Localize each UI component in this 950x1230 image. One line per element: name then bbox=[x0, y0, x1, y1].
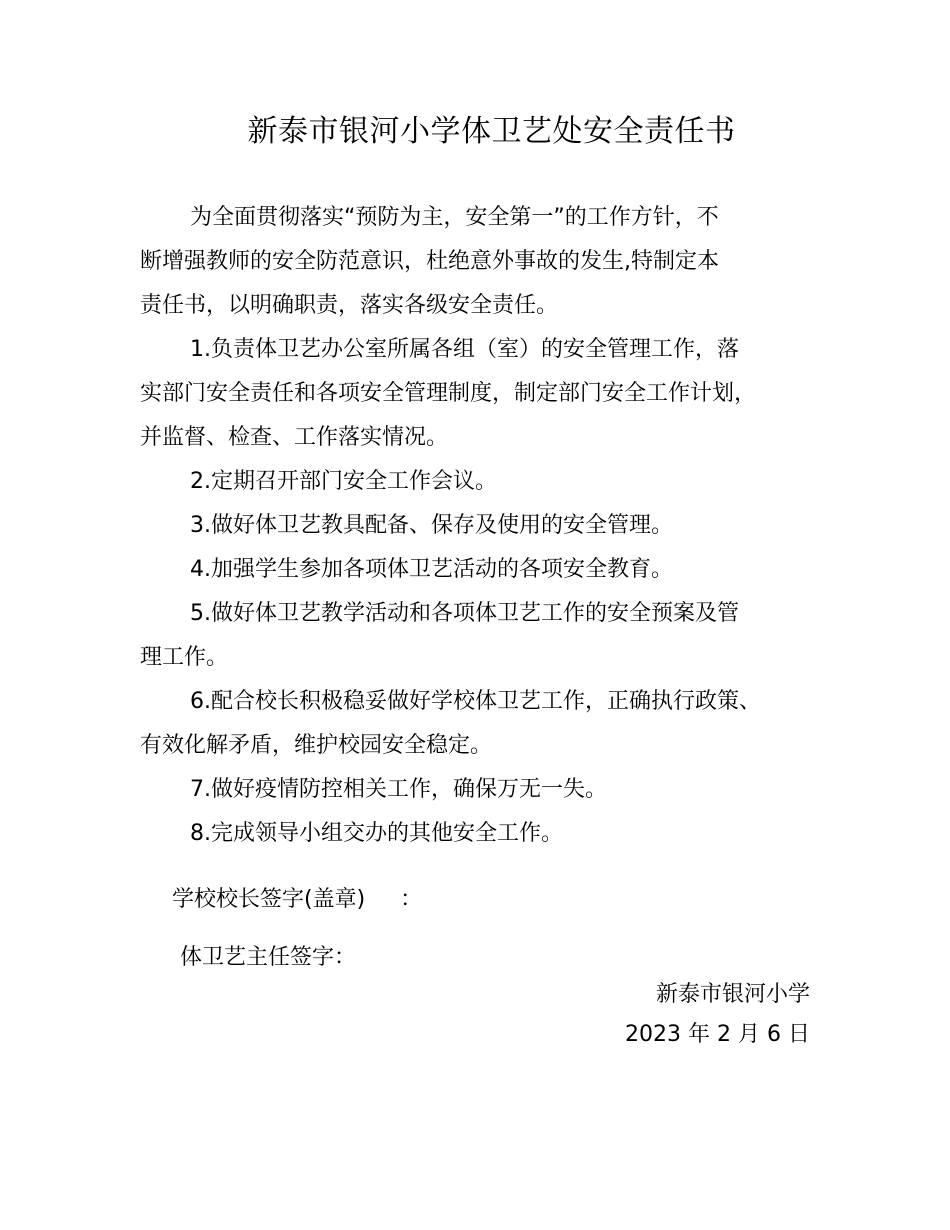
paragraph-line: 断增强教师的安全防范意识，杜绝意外事故的发生,特制定本 bbox=[140, 249, 719, 274]
duty-item-4 bbox=[140, 548, 840, 592]
paragraph-line: 责任书，以明确职责，落实各级安全责任。 bbox=[140, 293, 559, 318]
paragraph-line: 并监督、检查、工作落实情况。 bbox=[140, 425, 449, 450]
footer-school-name: 新泰市银河小学 bbox=[655, 982, 810, 1007]
duty-item-1 bbox=[140, 328, 840, 460]
paragraph-line: 6.配合校长积极稳妥做好学校体卫艺工作，正确执行政策、 bbox=[190, 689, 761, 714]
paragraph-line: 有效化解矛盾，维护校园安全稳定。 bbox=[140, 733, 493, 758]
duty-item-6 bbox=[140, 680, 840, 768]
paragraph-line: 为全面贯彻落实“预防为主，安全第一”的工作方针，不 bbox=[190, 205, 719, 230]
paragraph-line: 8.完成领导小组交办的其他安全工作。 bbox=[190, 821, 563, 846]
duty-item-5 bbox=[140, 592, 840, 680]
paragraph-line: 7.做好疫情防控相关工作，确保万无一失。 bbox=[190, 777, 607, 802]
duty-item-2 bbox=[140, 460, 840, 504]
paragraph-line: 5.做好体卫艺教学活动和各项体卫艺工作的安全预案及管 bbox=[190, 601, 739, 626]
paragraph-line: 理工作。 bbox=[140, 645, 229, 670]
duty-item-8 bbox=[140, 812, 840, 856]
document-title: 新泰市银河小学体卫艺处安全责任书 bbox=[247, 114, 736, 149]
duty-item-3 bbox=[140, 504, 840, 548]
principal-signature-label: 学校校长签字(盖章) ： bbox=[172, 887, 423, 912]
document-body bbox=[140, 196, 840, 856]
paragraph-line: 3.做好体卫艺教具配备、保存及使用的安全管理。 bbox=[190, 513, 673, 538]
paragraph-line: 1.负责体卫艺办公室所属各组（室）的安全管理工作，落 bbox=[190, 337, 739, 362]
paragraph-line: 4.加强学生参加各项体卫艺活动的各项安全教育。 bbox=[190, 557, 673, 582]
director-signature-label: 体卫艺主任签字： bbox=[180, 945, 357, 970]
footer-date: 2023 年 2 月 6 日 bbox=[625, 1022, 810, 1047]
intro-paragraph bbox=[140, 196, 840, 328]
paragraph-line: 2.定期召开部门安全工作会议。 bbox=[190, 469, 497, 494]
duty-item-7 bbox=[140, 768, 840, 812]
paragraph-line: 实部门安全责任和各项安全管理制度，制定部门安全工作计划， bbox=[140, 381, 757, 406]
